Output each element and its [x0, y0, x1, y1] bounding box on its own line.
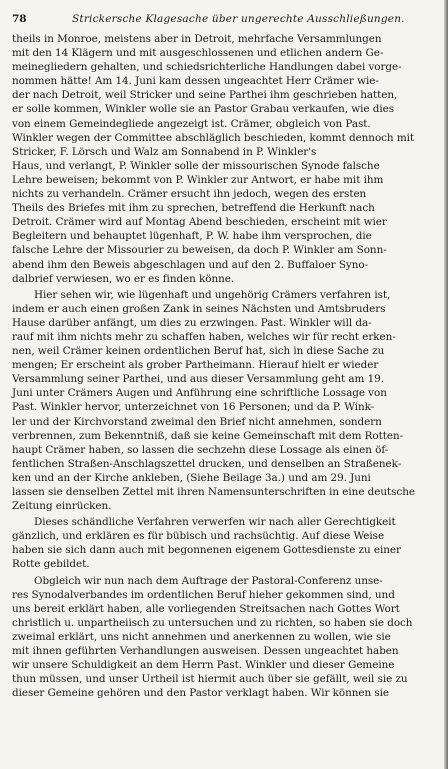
- page-header: [12, 12, 434, 26]
- text-line: Haus, und verlangt, P. Winkler solle der missourischen Synode falsche: [12, 159, 380, 172]
- body-text: [12, 32, 434, 700]
- text-line: Winkler wegen der Committee abschläglich beschieden, kommt dennoch mit: [12, 131, 415, 144]
- text-line: Juni unter Crämers Augen und Anführung eine schriftliche Lossage von: [12, 387, 387, 400]
- text-line: haben sie sich dann auch mit begonnenen eigenem Gottesdienste zu einer: [12, 544, 401, 557]
- text-line: zweimal erklärt, uns nicht annehmen und anerkennen zu wollen, wie sie: [12, 630, 391, 643]
- text-line: Detroit. Crämer wird auf Montag Abend beschieden, erscheint mit wier: [12, 216, 387, 229]
- text-line: mit ihnen geführten Verhandlungen ausweisen. Dessen ungeachtet haben: [12, 645, 399, 658]
- text-line: Obgleich wir nun nach dem Auftrage der Pastoral-Conferenz unse-: [34, 574, 383, 587]
- text-line: meinegliedern gehalten, und schiedsrichterliche Handlungen dabei vorge-: [12, 61, 402, 74]
- text-line: Hier sehen wir, wie lügenhaft und ungehörig Crämers verfahren ist,: [34, 288, 391, 301]
- text-line: lassen sie denselben Zettel mit ihren Namensunterschriften in eine deutsche: [12, 486, 415, 498]
- text-line: fentlichen Straßen-Anschlagszettel drucken, und denselben an Straßenek-: [12, 457, 402, 470]
- text-line: Stricker, F. Lörsch und Walz am Sonnabend in P. Winkler's: [12, 145, 317, 158]
- text-line: Theils des Briefes mit ihm zu sprechen, betreffend die Herkunft nach: [12, 202, 375, 215]
- text-line: er solle kommen, Winkler wolle sie an Pastor Grabau verkaufen, wie dies: [12, 103, 394, 116]
- text-line: indem er auch einen großen Zank in seines Nächsten und Amtsbruders: [12, 302, 386, 315]
- text-line: res Synodalverbandes im ordentlichen Beruf hieher gekommen sind, und: [12, 588, 395, 601]
- text-line: Lehre beweisen; bekommt von P. Winkler zur Antwort, er habe mit ihm: [12, 173, 384, 186]
- text-line: Zeitung einrücken.: [12, 500, 112, 513]
- text-line: Versammlung seiner Parthei, und aus dieser Versammlung geht am 19.: [12, 373, 384, 386]
- text-line: haupt Crämer haben, so lassen die sechzehn diese Lossage als einen öf-: [12, 443, 389, 456]
- text-line: nommen hätte! Am 14. Juni kam dessen ungeachtet Herr Crämer wie-: [12, 75, 379, 88]
- text-line: rauf mit ihm nichts mehr zu schaffen haben, welches wir für recht erken-: [12, 330, 396, 343]
- text-line: mengen; Er erscheint als grober Partheimann. Hierauf hielt er wieder: [12, 359, 379, 372]
- running-title: Strickersche Klagesache über ungerechte Ausschließungen.: [72, 13, 405, 25]
- text-line: falsche Lehre der Missourier zu beweisen, da doch P. Winkler am Sonn-: [12, 244, 387, 257]
- text-line: dieser Gemeine gehören und den Pastor verklagt haben. Wir können sie: [12, 687, 390, 700]
- text-line: dalbrief verwiesen, wo er es finden könne.: [12, 272, 235, 285]
- page-number: 78: [12, 13, 27, 25]
- text-line: Past. Winkler hervor, unterzeichnet von 16 Personen; und da P. Wink-: [12, 401, 375, 414]
- text-line: von einem Gemeindegliede angezeigt ist. Crämer, obgleich von Past.: [12, 117, 371, 130]
- text-line: gänzlich, und erklären es für bübisch und rachsüchtig. Auf diese Weise: [12, 530, 385, 543]
- text-line: abend ihm den Beweis abgeschlagen und auf den 2. Buffaloer Syno-: [12, 258, 369, 271]
- text-line: mit den 14 Klägern und mit ausgeschlossenen und etlichen andern Ge-: [12, 47, 384, 60]
- text-line: ler und der Kirchvorstand zweimal den Brief nicht annehmen, sondern: [12, 415, 382, 428]
- text-line: Begleitern und behauptet lügenhaft, P. W. habe ihm versprochen, die: [12, 230, 372, 243]
- text-line: ken und an der Kirche ankleben, (Siehe Beilage 3a.) und am 29. Juni: [12, 471, 371, 484]
- text-line: nichts zu verhandeln. Crämer ersucht ihn jedoch, wegen des ersten: [12, 188, 367, 201]
- text-line: verbrennen, zum Bekenntniß, daß sie keine Gemeinschaft mit dem Rotten-: [12, 429, 404, 442]
- text-line: Hause darüber anfängt, um dies zu erzwingen. Past. Winkler will da-: [12, 316, 372, 329]
- paragraph: [12, 288, 434, 514]
- text-line: der nach Detroit, weil Stricker und seine Parthei ihm geschrieben hatten,: [12, 89, 398, 102]
- text-line: Rotte gebildet.: [12, 558, 90, 571]
- paragraph: [12, 515, 434, 571]
- text-line: thun müssen, und unser Urtheil ist hiermit auch über sie gefällt, weil sie zu: [12, 673, 408, 686]
- text-line: Dieses schändliche Verfahren verwerfen wir nach aller Gerechtigkeit: [34, 516, 396, 529]
- text-line: theils in Monroe, meistens aber in Detroit, mehrfache Versammlungen: [12, 33, 382, 45]
- text-line: wir unsere Schuldigkeit an dem Herrn Past. Winkler und dieser Gemeine: [12, 659, 395, 672]
- text-line: nen, weil Crämer keinen ordentlichen Beruf hat, sich in diese Sache zu: [12, 345, 385, 358]
- text-line: christlich u. unpartheiisch zu untersuchen und zu richten, so haben sie doch: [12, 616, 413, 629]
- paragraph: [12, 574, 434, 701]
- paragraph: [12, 32, 434, 286]
- text-line: uns bereit erklärt haben, alle vorliegenden Streitsachen nach Gottes Wort: [12, 602, 400, 615]
